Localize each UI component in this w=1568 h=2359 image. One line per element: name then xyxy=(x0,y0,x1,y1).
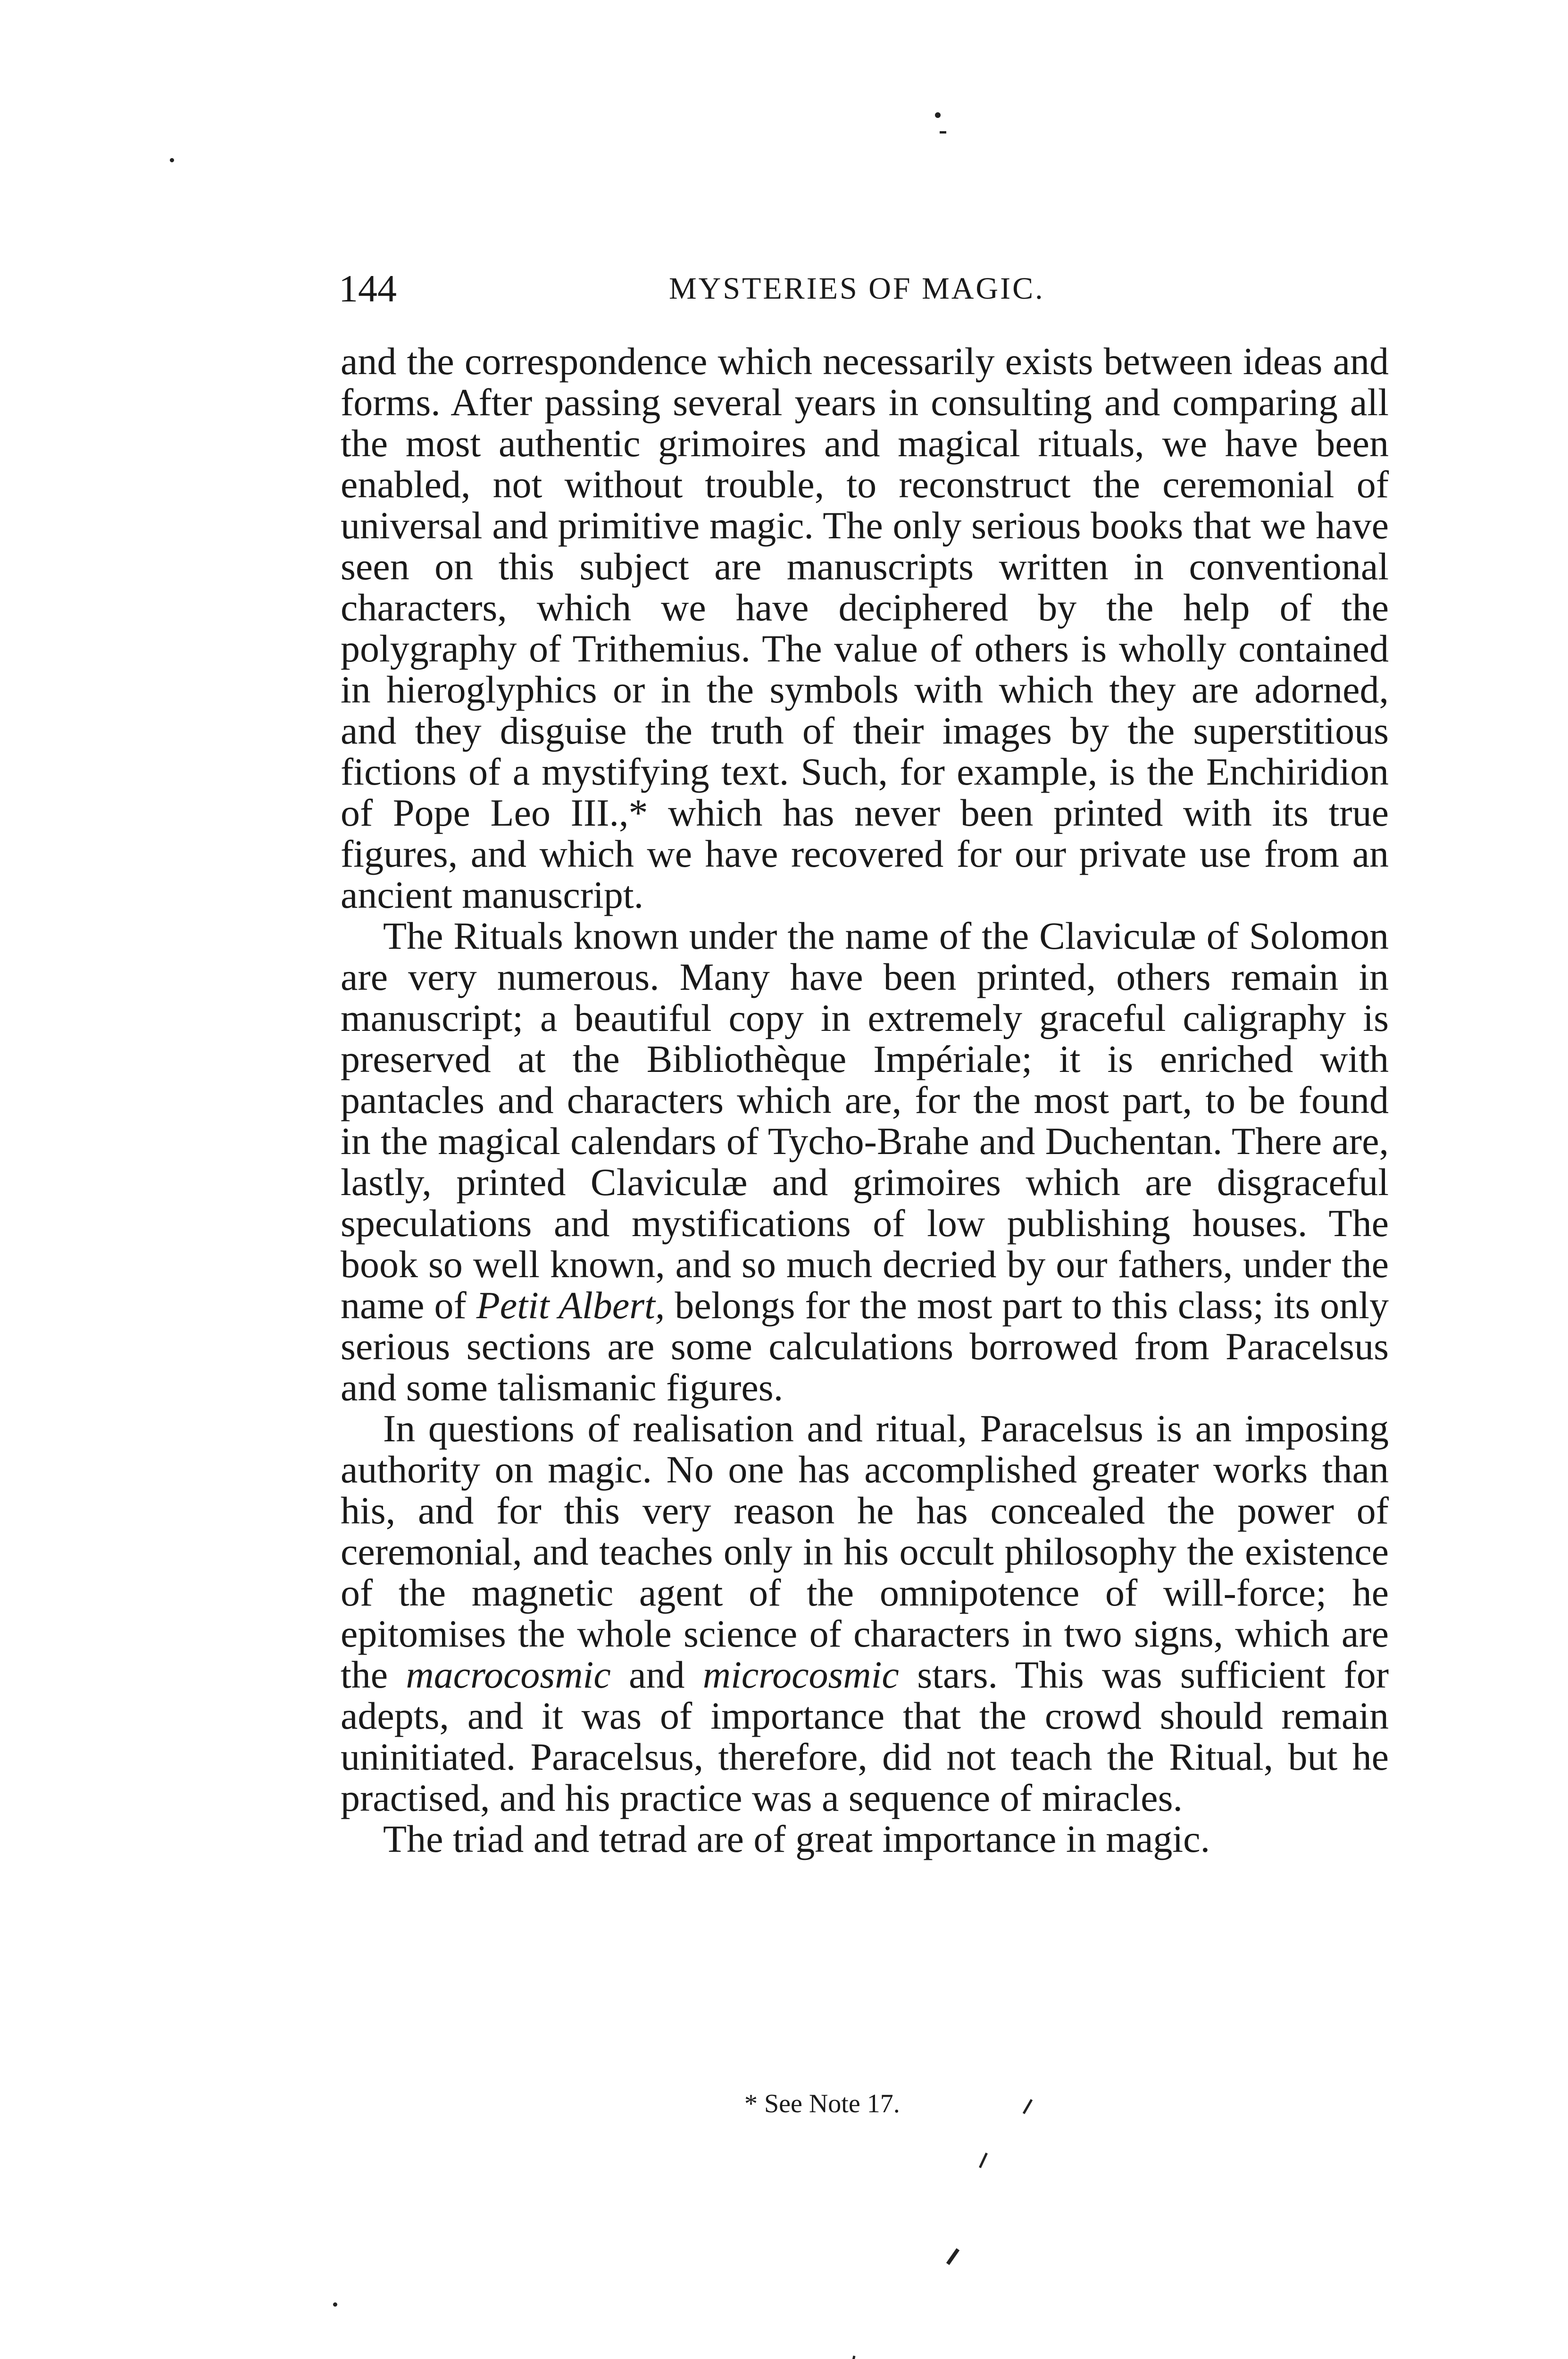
book-title-petit-albert: Petit Albert, xyxy=(476,1284,665,1327)
scan-stroke xyxy=(946,2248,959,2265)
scan-speck xyxy=(940,131,946,134)
term-microcosmic: microcosmic xyxy=(702,1653,899,1696)
paragraph-3-and: and xyxy=(629,1653,685,1696)
page-number: 144 xyxy=(339,267,397,310)
scan-speck xyxy=(935,112,941,118)
scan-speck xyxy=(333,2302,337,2307)
scan-stroke xyxy=(842,2356,856,2359)
paragraph-2-text-b: belongs for the most part to this class; its only serious sections are some calculations borrowed from Paracelsus and some talismanic figures. xyxy=(341,1284,1389,1409)
page-header xyxy=(339,265,1390,312)
paragraph-3-text-b: stars. This was sufficient for adepts, and it was of importance that the crowd should remain uninitiated. Paracelsus, therefore, did not teach the Ritual, but he practised, and his practice was a sequence of miracles. xyxy=(341,1653,1389,1819)
paragraph-3-text-a: In questions of realisation and ritual, Paracelsus is an imposing authority on magic. No one has accomplished greater works than his, and for this very reason he has concealed the power of ceremonial, and teaches only in his occult philosophy the existence of the magnetic agent of the omnipotence of will-force; he epitomises the whole science of characters in two signs, which are the xyxy=(341,1407,1389,1696)
paragraph-3 xyxy=(341,1408,1389,1818)
scan-stroke xyxy=(1023,2099,1033,2114)
paragraph-1: and the correspondence which necessarily exists between ideas and forms. After passing several years in consulting and comparing all the most authentic grimoires and magical rituals, we have been enabled, not without trouble, to reconstruct the ceremonial of universal and primitive magic. The only serious books that we have seen on this subject are manuscripts written in conventional characters, which we have deciphered by the help of the polygraphy of Trithemius. The value of others is wholly contained in hieroglyphics or in the symbols with which they are adorned, and they disguise the truth of their images by the superstitious fictions of a mystifying text. Such, for example, is the Enchiridion of Pope Leo III.,* which has never been printed with its true figures, and which we have recovered for our private use from an ancient manuscript. xyxy=(341,340,1389,916)
running-head: MYSTERIES OF MAGIC. xyxy=(669,271,1045,306)
footnote: * See Note 17. xyxy=(744,2089,900,2118)
term-macrocosmic: macrocosmic xyxy=(406,1653,611,1696)
paragraph-2 xyxy=(341,915,1389,1408)
body-text xyxy=(341,341,1389,1859)
scan-speck xyxy=(170,158,174,162)
paragraph-2-text-a: The Rituals known under the name of the Claviculæ of Solomon are very numerous. Many have been printed, others remain in manuscript; a beautiful copy in extremely graceful caligraphy is preserved at the Bibliothèque Impériale; it is enriched with pantacles and characters which are, for the most part, to be found in the magical calendars of Tycho-Brahe and Duchentan. There are, lastly, printed Claviculæ and grimoires which are disgraceful speculations and mystifications of low publishing houses. The book so well known, and so much decried by our fathers, under the name of xyxy=(341,914,1389,1327)
paragraph-4: The triad and tetrad are of great importance in magic. xyxy=(383,1817,1210,1860)
scan-stroke xyxy=(979,2153,988,2168)
